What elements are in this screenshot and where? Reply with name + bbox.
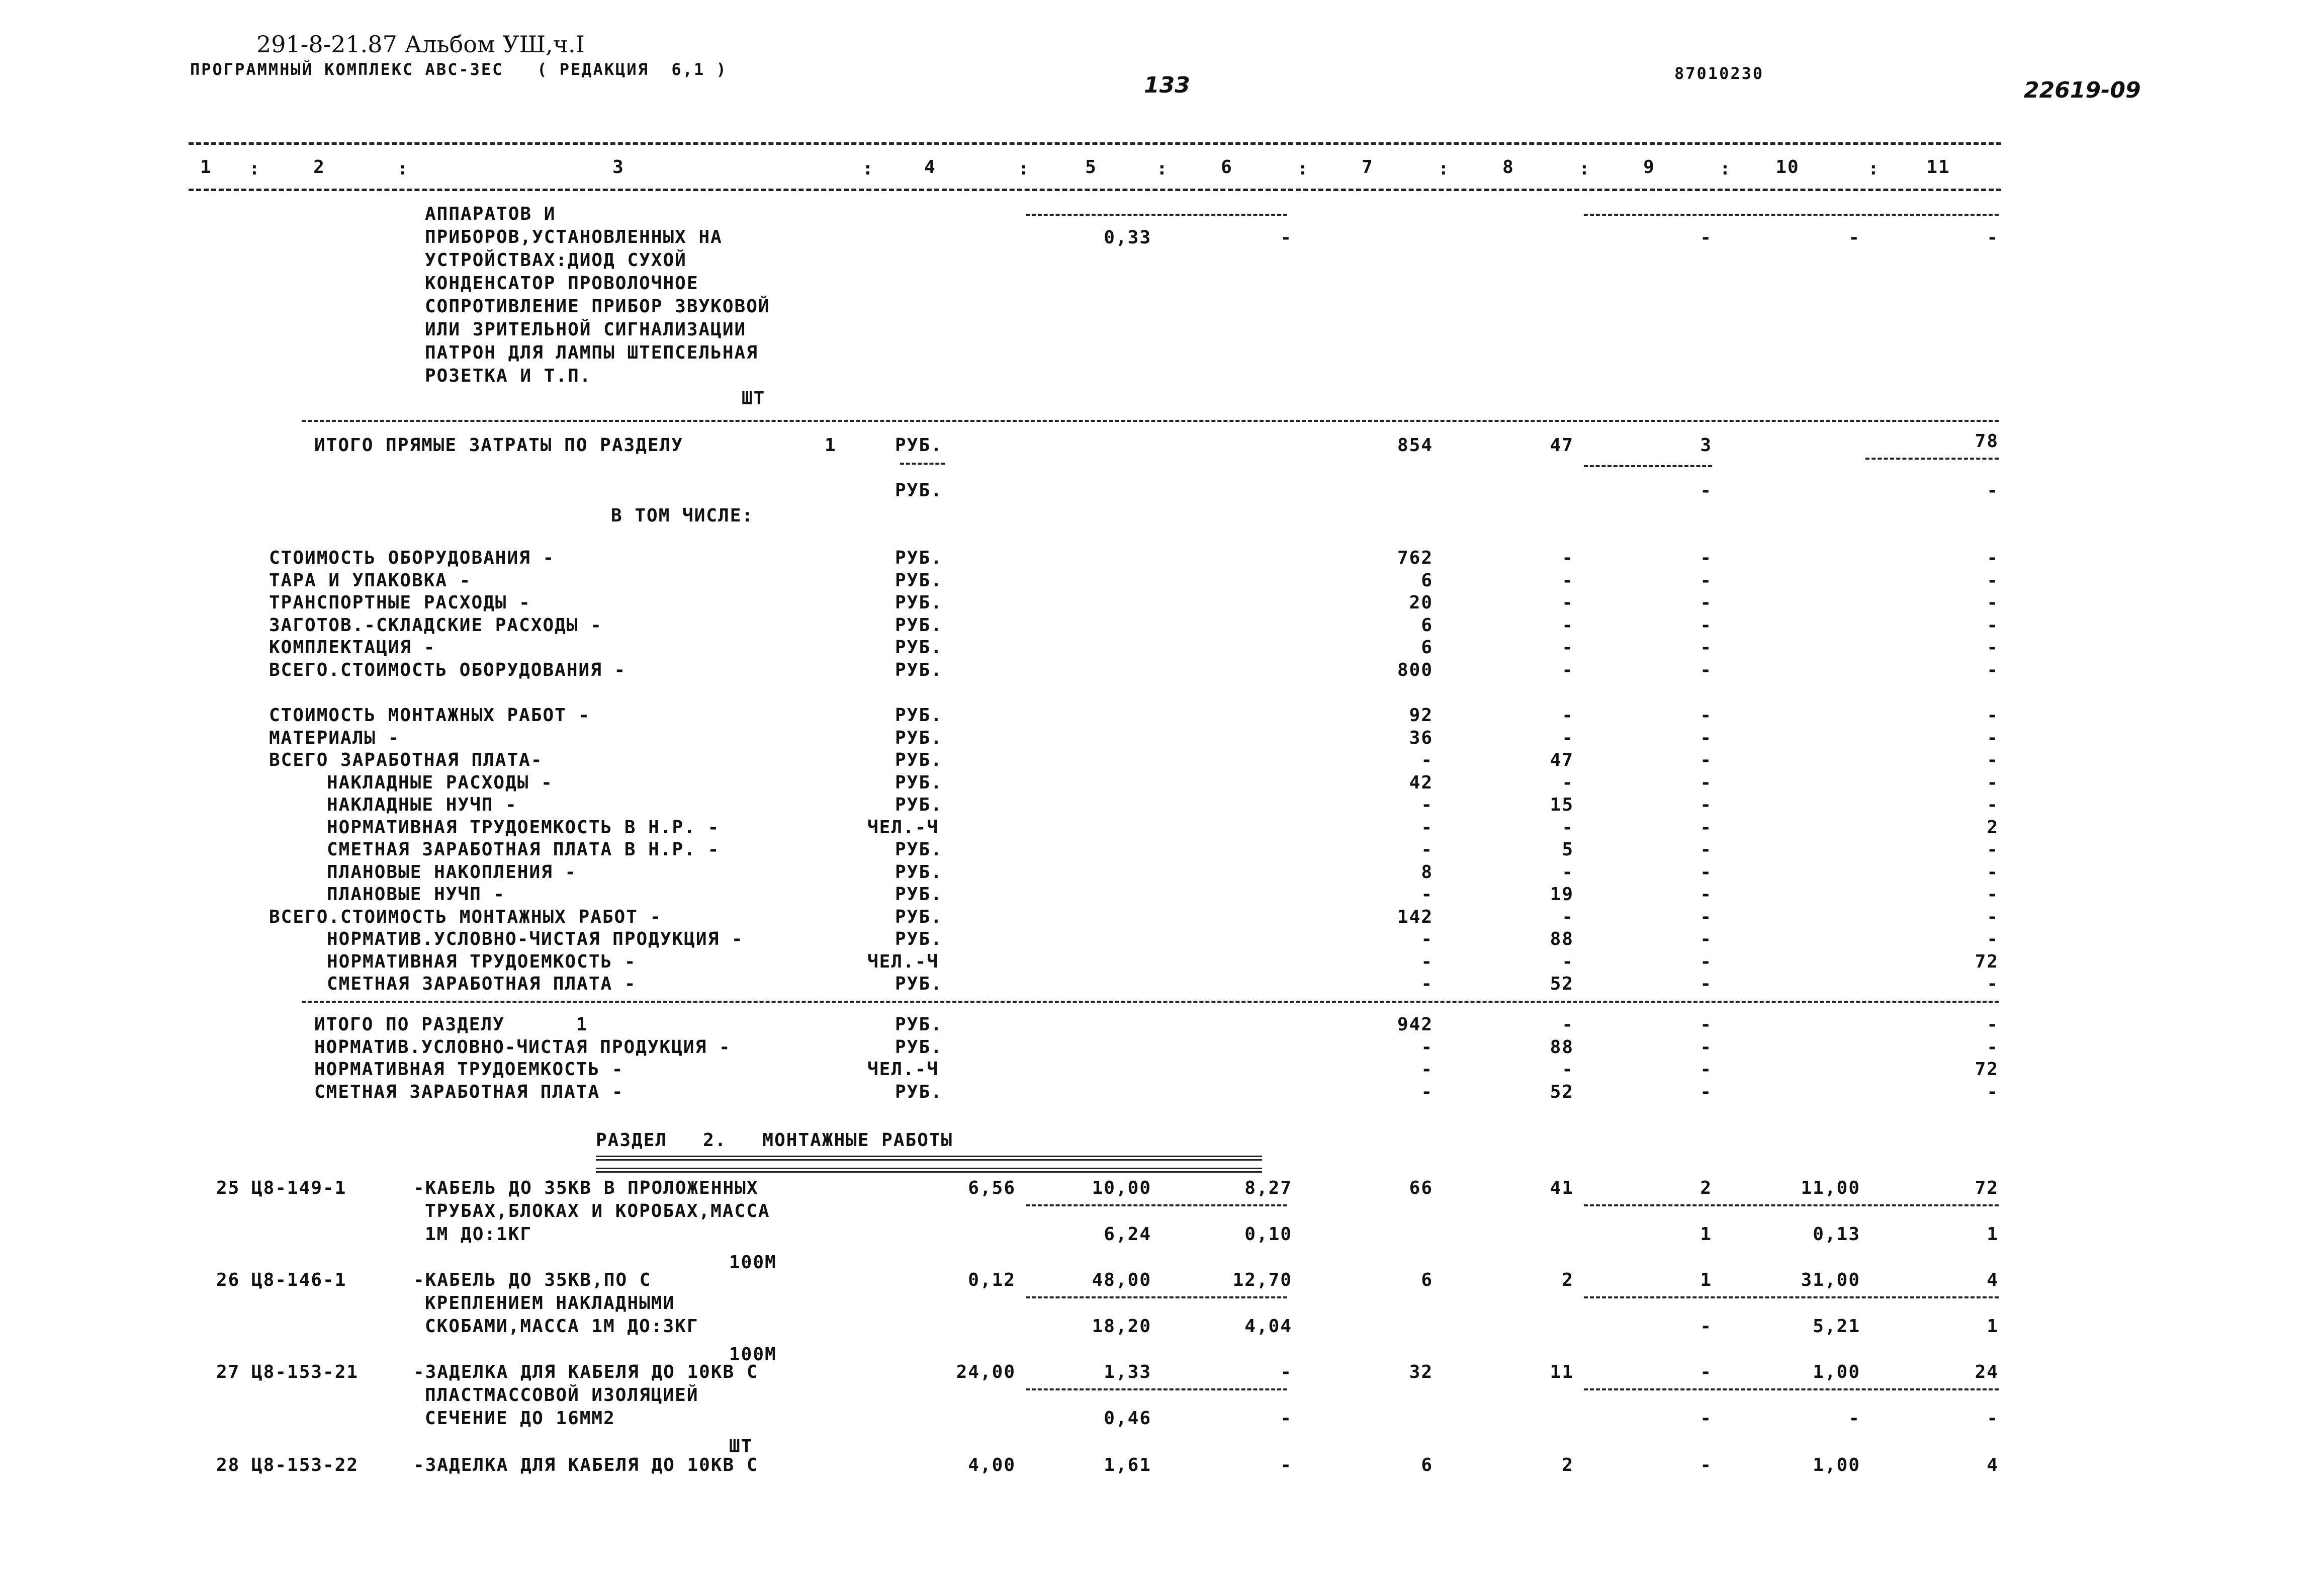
value-col8: - <box>1562 659 1574 680</box>
value-col8: - <box>1562 727 1574 748</box>
item-number: 25 <box>216 1178 240 1198</box>
column-number-10: 10 <box>1775 157 1800 178</box>
value-col11: - <box>1987 1036 1999 1058</box>
value-col7: - <box>1421 884 1433 905</box>
unit-label: РУБ. <box>895 705 943 726</box>
value-col9: - <box>1700 1081 1712 1102</box>
value-col9: - <box>1700 1455 1712 1475</box>
item-number: 28 <box>216 1455 240 1475</box>
value-col9: - <box>1700 227 1712 248</box>
unit-label: ШТ <box>742 388 766 409</box>
unit-label: РУБ. <box>895 839 943 860</box>
column-separator: : <box>1018 158 1029 179</box>
value-col7: 36 <box>1409 727 1433 748</box>
value-col7: 6 <box>1421 615 1433 636</box>
value-col7: 6 <box>1421 1455 1433 1475</box>
value-col8: - <box>1562 637 1574 658</box>
value-col7: 32 <box>1409 1362 1433 1382</box>
value-col11: - <box>1987 750 1999 770</box>
continuation-line: УСТРОЙСТВАХ:ДИОД СУХОЙ <box>425 250 687 271</box>
value-col7: 92 <box>1409 705 1433 726</box>
value-col11: - <box>1987 861 1999 883</box>
continuation-line: ИЛИ ЗРИТЕЛЬНОЙ СИГНАЛИЗАЦИИ <box>425 319 747 340</box>
value-col9: - <box>1700 750 1712 770</box>
item-number: 27 <box>216 1362 240 1382</box>
value-col10: - <box>1848 1408 1860 1429</box>
row-label: СМЕТНАЯ ЗАРАБОТНАЯ ПЛАТА - <box>314 1081 624 1102</box>
item-number: 26 <box>216 1270 240 1290</box>
value-col9: - <box>1700 839 1712 860</box>
value-col9: - <box>1700 592 1712 613</box>
unit-label: РУБ. <box>895 659 943 680</box>
doc-code: 87010230 <box>1674 64 1764 83</box>
value-col9: - <box>1700 1036 1712 1058</box>
value-col11: - <box>1987 795 1999 815</box>
value-col11: - <box>1987 1408 1999 1429</box>
value-col7: - <box>1421 1059 1433 1080</box>
value-col7: 6 <box>1421 1270 1433 1290</box>
value-col7: - <box>1421 1081 1433 1102</box>
value-col7: - <box>1421 817 1433 838</box>
value-col8: 52 <box>1550 974 1574 994</box>
value-col9: - <box>1700 705 1712 726</box>
value-col8: 88 <box>1550 929 1574 949</box>
value-col8: - <box>1562 861 1574 883</box>
column-separator: : <box>1720 158 1731 179</box>
value-col11: - <box>1987 570 1999 591</box>
value-col8: - <box>1562 951 1574 972</box>
item-code: Ц8-149-1 <box>251 1178 347 1198</box>
value-col11: - <box>1987 615 1999 636</box>
value-col8: - <box>1562 705 1574 726</box>
column-number-6: 6 <box>1221 157 1233 178</box>
value-col9: - <box>1700 570 1712 591</box>
row-label: ПЛАНОВЫЕ НАКОПЛЕНИЯ - <box>327 861 577 883</box>
value-col9: - <box>1700 1059 1712 1080</box>
value-col11: 2 <box>1987 817 1999 838</box>
item-description: СЕЧЕНИЕ ДО 16ММ2 <box>425 1408 615 1429</box>
value-col10: 0,13 <box>1813 1224 1860 1245</box>
row-label: НОРМАТИВНАЯ ТРУДОЕМКОСТЬ - <box>314 1059 624 1080</box>
continuation-line: КОНДЕНСАТОР ПРОВОЛОЧНОЕ <box>425 273 699 294</box>
value-col6: - <box>1280 1362 1292 1382</box>
unit-label: РУБ. <box>895 592 943 613</box>
value-col6: - <box>1280 1455 1292 1475</box>
item-description: КРЕПЛЕНИЕМ НАКЛАДНЫМИ <box>425 1293 675 1313</box>
subline <box>1026 1388 1287 1390</box>
value-col10: 5,21 <box>1813 1316 1860 1337</box>
unit-label: РУБ. <box>895 750 943 770</box>
value-col11: - <box>1987 772 1999 793</box>
value-col8: 2 <box>1562 1270 1574 1290</box>
value-col6: 12,70 <box>1232 1270 1292 1290</box>
rule-top <box>189 142 2001 145</box>
section2-underline <box>596 1156 1262 1161</box>
value-col7: 66 <box>1409 1178 1433 1198</box>
value-col6: 0,10 <box>1244 1224 1292 1245</box>
value-col8: - <box>1562 592 1574 613</box>
total-direct-label: ИТОГО ПРЯМЫЕ ЗАТРАТЫ ПО РАЗДЕЛУ <box>314 435 683 456</box>
value-col9: - <box>1700 1408 1712 1429</box>
subline <box>900 463 945 465</box>
value-col11: - <box>1987 592 1999 613</box>
value-col8: - <box>1562 817 1574 838</box>
value-col7: 800 <box>1397 659 1433 680</box>
column-separator: : <box>397 158 408 179</box>
item-description: ТРУБАХ,БЛОКАХ И КОРОБАХ,МАССА <box>425 1201 770 1221</box>
rule-section-total <box>302 1001 1999 1003</box>
unit-label: РУБ. <box>895 1036 943 1058</box>
unit-label: РУБ. <box>895 435 943 456</box>
unit-label: 100М <box>729 1344 777 1365</box>
unit-label: РУБ. <box>895 1081 943 1102</box>
column-separator: : <box>862 158 873 179</box>
value-col7: - <box>1421 839 1433 860</box>
value-col8: - <box>1562 1014 1574 1035</box>
item-description: ПЛАСТМАССОВОЙ ИЗОЛЯЦИЕЙ <box>425 1385 699 1406</box>
value-col9: 3 <box>1700 435 1712 456</box>
row-label: ТРАНСПОРТНЫЕ РАСХОДЫ - <box>269 592 531 613</box>
unit-label: ЧЕЛ.-Ч <box>867 817 939 838</box>
value-col5: 0,46 <box>1104 1408 1151 1429</box>
value-col9: - <box>1700 817 1712 838</box>
value-col5: 0,33 <box>1104 227 1151 248</box>
unit-label: РУБ. <box>895 974 943 994</box>
row-label: ВСЕГО.СТОИМОСТЬ МОНТАЖНЫХ РАБОТ - <box>269 906 662 927</box>
value-col11: - <box>1987 548 1999 568</box>
value-col8: 47 <box>1550 435 1574 456</box>
subline <box>1584 214 1999 216</box>
value-col4: 0,12 <box>968 1270 1016 1290</box>
value-col8: 52 <box>1550 1081 1574 1102</box>
value-col5: 48,00 <box>1092 1270 1151 1290</box>
value-col8: - <box>1562 570 1574 591</box>
value-col7: - <box>1421 929 1433 949</box>
column-separator: : <box>249 158 260 179</box>
item-description: СКОБАМИ,МАССА 1М ДО:3КГ <box>425 1316 699 1337</box>
continuation-line: АППАРАТОВ И <box>425 204 556 224</box>
row-label: ТАРА И УПАКОВКА - <box>269 570 472 591</box>
unit-label: РУБ. <box>895 861 943 883</box>
column-separator: : <box>1297 158 1308 179</box>
value-col8: - <box>1562 1059 1574 1080</box>
value-col6: - <box>1280 227 1292 248</box>
value-col11: 78 <box>1975 431 1999 452</box>
value-col9: - <box>1700 1316 1712 1337</box>
value-col11: 72 <box>1975 1178 1999 1198</box>
value-col7: 762 <box>1397 548 1433 568</box>
value-col7: 6 <box>1421 637 1433 658</box>
unit-label: РУБ. <box>895 929 943 949</box>
column-number-7: 7 <box>1362 157 1374 178</box>
row-label: СМЕТНАЯ ЗАРАБОТНАЯ ПЛАТА В Н.Р. - <box>327 839 720 860</box>
value-col10: 1,00 <box>1813 1455 1860 1475</box>
subline <box>1026 1204 1287 1206</box>
row-label: НОРМАТИВ.УСЛОВНО-ЧИСТАЯ ПРОДУКЦИЯ - <box>314 1036 731 1058</box>
unit-label: РУБ. <box>895 570 943 591</box>
continuation-line: РОЗЕТКА И Т.П. <box>425 366 592 386</box>
column-number-11: 11 <box>1926 157 1950 178</box>
value-col8: 2 <box>1562 1455 1574 1475</box>
continuation-line: ПАТРОН ДЛЯ ЛАМПЫ ШТЕПСЕЛЬНАЯ <box>425 342 758 363</box>
item-code: Ц8-153-21 <box>251 1362 359 1382</box>
value-col11: - <box>1987 906 1999 927</box>
value-col11: - <box>1987 884 1999 905</box>
value-col9: 2 <box>1700 1178 1712 1198</box>
value-col7: 942 <box>1397 1014 1433 1035</box>
album-title: 291-8-21.87 Альбом УШ,ч.I <box>256 31 585 58</box>
value-col11: - <box>1987 659 1999 680</box>
row-label: КОМПЛЕКТАЦИЯ - <box>269 637 436 658</box>
value-col11: 1 <box>1987 1224 1999 1245</box>
value-col8: 41 <box>1550 1178 1574 1198</box>
row-label: НОРМАТИВ.УСЛОВНО-ЧИСТАЯ ПРОДУКЦИЯ - <box>327 929 744 949</box>
value-col7: 20 <box>1409 592 1433 613</box>
value-col9: - <box>1700 795 1712 815</box>
unit-label: РУБ. <box>895 906 943 927</box>
value-col8: - <box>1562 548 1574 568</box>
value-col11: 4 <box>1987 1270 1999 1290</box>
value-col11: - <box>1987 929 1999 949</box>
row-label: ПЛАНОВЫЕ НУЧП - <box>327 884 506 905</box>
value-col7: 142 <box>1397 906 1433 927</box>
item-code: Ц8-146-1 <box>251 1270 347 1290</box>
column-separator: : <box>1868 158 1879 179</box>
unit-label: РУБ. <box>895 548 943 568</box>
value-col11: - <box>1987 839 1999 860</box>
value-col4: 24,00 <box>956 1362 1016 1382</box>
unit-label: РУБ. <box>895 772 943 793</box>
unit-label: ЧЕЛ.-Ч <box>867 1059 939 1080</box>
row-label: СТОИМОСТЬ МОНТАЖНЫХ РАБОТ - <box>269 705 591 726</box>
value-col8: - <box>1562 906 1574 927</box>
value-col8: 19 <box>1550 884 1574 905</box>
continuation-line: СОПРОТИВЛЕНИЕ ПРИБОР ЗВУКОВОЙ <box>425 296 770 317</box>
row-label: НОРМАТИВНАЯ ТРУДОЕМКОСТЬ - <box>327 951 637 972</box>
value-col9: - <box>1700 480 1712 501</box>
column-separator: : <box>1579 158 1590 179</box>
value-col10: - <box>1848 227 1860 248</box>
unit-label: РУБ. <box>895 795 943 815</box>
item-description: 1М ДО:1КГ <box>425 1224 532 1245</box>
row-label: СТОИМОСТЬ ОБОРУДОВАНИЯ - <box>269 548 555 568</box>
rule-header-bottom <box>189 189 2001 191</box>
continuation-line: ПРИБОРОВ,УСТАНОВЛЕННЫХ НА <box>425 227 723 247</box>
subline <box>1026 1296 1287 1298</box>
value-col7: - <box>1421 951 1433 972</box>
subline <box>1865 458 1999 460</box>
unit-label: РУБ. <box>895 637 943 658</box>
row-label: НОРМАТИВНАЯ ТРУДОЕМКОСТЬ В Н.Р. - <box>327 817 720 838</box>
value-col11: - <box>1987 637 1999 658</box>
unit-label: ЧЕЛ.-Ч <box>867 951 939 972</box>
value-col8: 47 <box>1550 750 1574 770</box>
subline <box>1584 1204 1999 1206</box>
program-title: ПРОГРАММНЫЙ КОМПЛЕКС АВС-3ЕС ( РЕДАКЦИЯ 6,1 ) <box>190 60 728 79</box>
value-col6: 8,27 <box>1244 1178 1292 1198</box>
value-col11: 72 <box>1975 951 1999 972</box>
value-col10: 31,00 <box>1801 1270 1860 1290</box>
value-col7: - <box>1421 1036 1433 1058</box>
value-col11: 1 <box>1987 1316 1999 1337</box>
value-col8: 88 <box>1550 1036 1574 1058</box>
value-col9: - <box>1700 861 1712 883</box>
subline <box>1584 1296 1999 1298</box>
value-col11: - <box>1987 974 1999 994</box>
row-label: ЗАГОТОВ.-СКЛАДСКИЕ РАСХОДЫ - <box>269 615 602 636</box>
value-col5: 1,61 <box>1104 1455 1151 1475</box>
column-separator: : <box>1438 158 1449 179</box>
value-col8: - <box>1562 772 1574 793</box>
value-col9: - <box>1700 974 1712 994</box>
value-col9: 1 <box>1700 1270 1712 1290</box>
column-number-5: 5 <box>1085 157 1097 178</box>
value-col11: - <box>1987 1014 1999 1035</box>
row-label: НАКЛАДНЫЕ РАСХОДЫ - <box>327 772 553 793</box>
row-label: ИТОГО ПО РАЗДЕЛУ 1 <box>314 1014 588 1035</box>
item-description: -ЗАДЕЛКА ДЛЯ КАБЕЛЯ ДО 10КВ С <box>413 1362 759 1382</box>
column-number-2: 2 <box>313 157 325 178</box>
value-col5: 1,33 <box>1104 1362 1151 1382</box>
value-col8: 15 <box>1550 795 1574 815</box>
value-col6: 4,04 <box>1244 1316 1292 1337</box>
column-number-1: 1 <box>200 157 212 178</box>
value-col8: - <box>1562 615 1574 636</box>
column-number-4: 4 <box>924 157 936 178</box>
value-col10: 1,00 <box>1813 1362 1860 1382</box>
value-col11: - <box>1987 227 1999 248</box>
row-label: МАТЕРИАЛЫ - <box>269 727 400 748</box>
unit-label: РУБ. <box>895 1014 943 1035</box>
unit-label: 100М <box>729 1252 777 1273</box>
value-col9: - <box>1700 1014 1712 1035</box>
row-label: ВСЕГО.СТОИМОСТЬ ОБОРУДОВАНИЯ - <box>269 659 627 680</box>
value-col5: 10,00 <box>1092 1178 1151 1198</box>
column-number-8: 8 <box>1502 157 1514 178</box>
subline <box>1584 465 1712 467</box>
value-col7: - <box>1421 750 1433 770</box>
row-label: ВСЕГО ЗАРАБОТНАЯ ПЛАТА- <box>269 750 543 770</box>
value-col9: - <box>1700 884 1712 905</box>
row-label: НАКЛАДНЫЕ НУЧП - <box>327 795 517 815</box>
value-col9: - <box>1700 772 1712 793</box>
value-col5: 6,24 <box>1104 1224 1151 1245</box>
value-col4: 4,00 <box>968 1455 1016 1475</box>
column-separator: : <box>1156 158 1168 179</box>
column-number-9: 9 <box>1643 157 1655 178</box>
item-description: -ЗАДЕЛКА ДЛЯ КАБЕЛЯ ДО 10КВ С <box>413 1455 759 1475</box>
total-direct-section: 1 <box>825 435 837 456</box>
value-col11: - <box>1987 480 1999 501</box>
unit-label: РУБ. <box>895 615 943 636</box>
value-col9: 1 <box>1700 1224 1712 1245</box>
item-description: -КАБЕЛЬ ДО 35КВ В ПРОЛОЖЕННЫХ <box>413 1178 759 1198</box>
subline <box>1584 1388 1999 1390</box>
value-col9: - <box>1700 637 1712 658</box>
value-col11: 24 <box>1975 1362 1999 1382</box>
value-col7: 8 <box>1421 861 1433 883</box>
value-col9: - <box>1700 951 1712 972</box>
value-col11: - <box>1987 705 1999 726</box>
value-col7: - <box>1421 795 1433 815</box>
row-label: СМЕТНАЯ ЗАРАБОТНАЯ ПЛАТА - <box>327 974 637 994</box>
unit-label: РУБ. <box>895 884 943 905</box>
subline <box>1026 214 1287 216</box>
value-col11: 4 <box>1987 1455 1999 1475</box>
rule-total-direct <box>302 420 1999 422</box>
value-col6: - <box>1280 1408 1292 1429</box>
value-col9: - <box>1700 1362 1712 1382</box>
value-col8: 11 <box>1550 1362 1574 1382</box>
value-col7: 6 <box>1421 570 1433 591</box>
value-col9: - <box>1700 727 1712 748</box>
value-col10: 11,00 <box>1801 1178 1860 1198</box>
sheet-code: 22619-09 <box>2024 77 2141 103</box>
page-number: 133 <box>1144 72 1190 98</box>
including-label: В ТОМ ЧИСЛЕ: <box>611 505 754 526</box>
unit-label: ШТ <box>729 1436 753 1457</box>
value-col7: - <box>1421 974 1433 994</box>
unit-label: РУБ. <box>895 480 943 501</box>
value-col9: - <box>1700 659 1712 680</box>
value-col7: 854 <box>1397 435 1433 456</box>
value-col9: - <box>1700 906 1712 927</box>
value-col4: 6,56 <box>968 1178 1016 1198</box>
value-col9: - <box>1700 615 1712 636</box>
section2-underline <box>596 1168 1262 1173</box>
value-col11: - <box>1987 727 1999 748</box>
value-col5: 18,20 <box>1092 1316 1151 1337</box>
item-code: Ц8-153-22 <box>251 1455 359 1475</box>
item-description: -КАБЕЛЬ ДО 35КВ,ПО С <box>413 1270 652 1290</box>
value-col9: - <box>1700 929 1712 949</box>
section2-title: РАЗДЕЛ 2. МОНТАЖНЫЕ РАБОТЫ <box>596 1130 953 1151</box>
unit-label: РУБ. <box>895 727 943 748</box>
value-col8: 5 <box>1562 839 1574 860</box>
value-col9: - <box>1700 548 1712 568</box>
value-col7: 42 <box>1409 772 1433 793</box>
value-col11: 72 <box>1975 1059 1999 1080</box>
column-number-3: 3 <box>612 157 624 178</box>
value-col11: - <box>1987 1081 1999 1102</box>
